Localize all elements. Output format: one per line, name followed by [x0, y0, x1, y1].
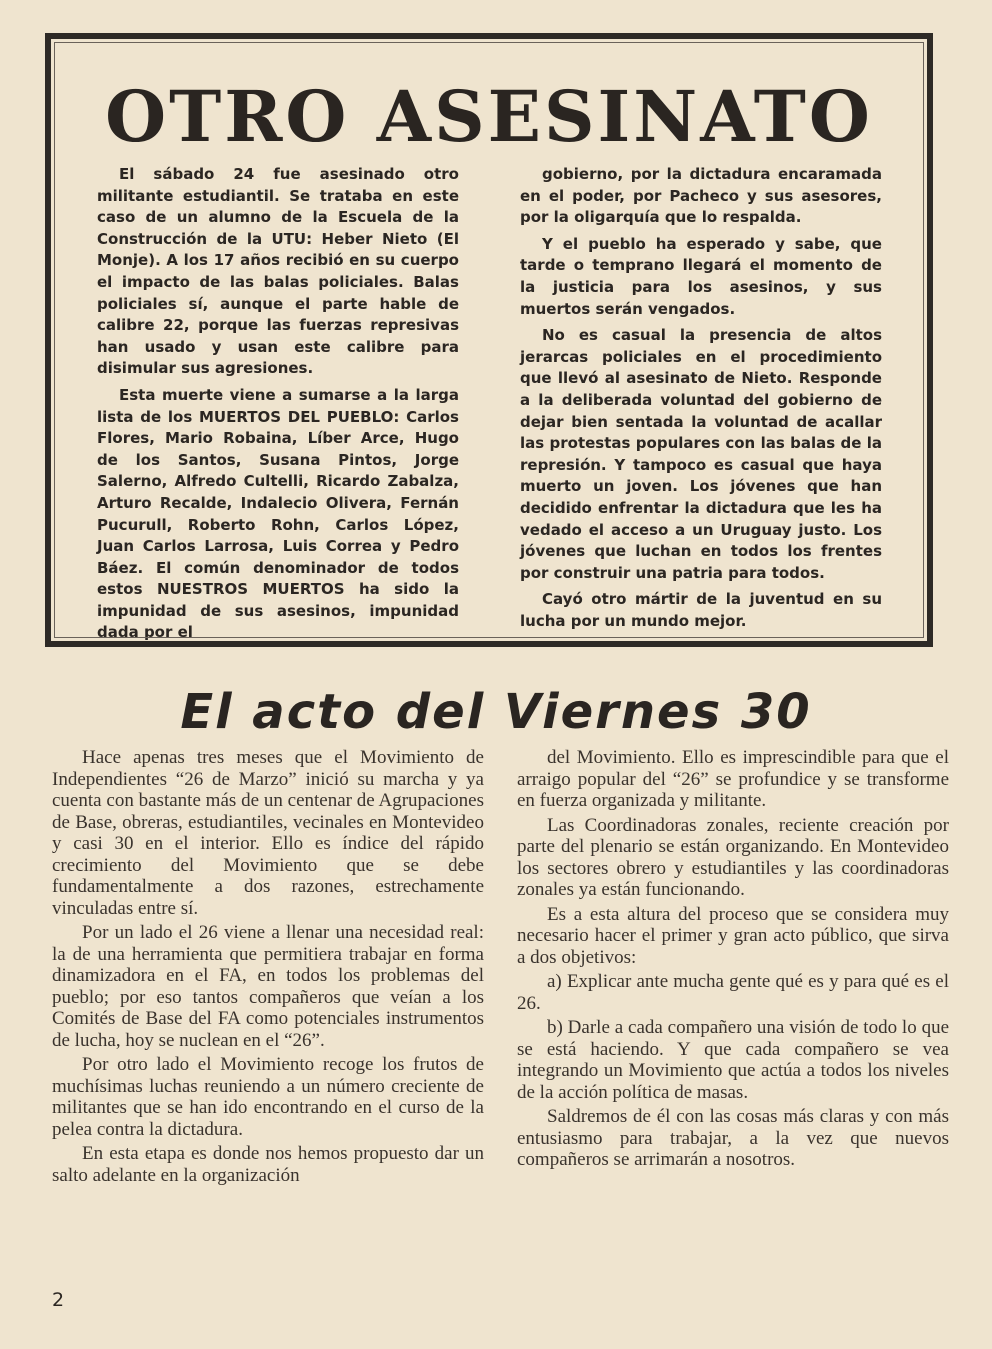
- paragraph: Por un lado el 26 viene a llenar una necesidad real: la de una herramienta que permitiera trabajar en forma dinamizadora en el FA, en todos los problemas del pueblo; por eso tantos compañeros que veían a los Comités de Base del FA como potenciales instrumentos de lucha, hoy se nuclean en el “26”.: [52, 922, 484, 1051]
- paragraph: El sábado 24 fue asesinado otro militante estudiantil. Se trataba en este caso de un alumno de la Escuela de la Construcción de la UTU: Heber Nieto (El Monje). A los 17 años recibió en su cuerpo el impacto de las balas policiales. Balas policiales sí, aunque el parte hable de calibre 22, porque las fuerzas represivas han usado y usan este calibre para disimular sus agresiones.: [97, 165, 459, 378]
- paragraph: Cayó otro mártir de la juventud en su lucha por un mundo mejor.: [520, 590, 882, 630]
- article-headline: El acto del Viernes 30: [180, 684, 812, 740]
- paragraph: Por otro lado el Movimiento recoge los frutos de muchísimas luchas reuniendo a un número creciente de militantes que se han ido encontrando en el curso de la pelea contra la dictadura.: [52, 1054, 484, 1140]
- paragraph: En esta etapa es donde nos hemos propuesto dar un salto adelante en la organización: [52, 1143, 484, 1186]
- paragraph: Las Coordinadoras zonales, reciente creación por parte del plenario se están organizando. En Montevideo los sectores obrero y estudiantiles y las coordinadoras zonales ya están funcionando.: [517, 814, 949, 900]
- paragraph: a) Explicar ante mucha gente qué es y para qué es el 26.: [517, 971, 949, 1014]
- article-column-right: [520, 164, 882, 637]
- article-column-left: [52, 747, 484, 1189]
- boxed-article: [45, 33, 933, 647]
- paragraph: Saldremos de él con las cosas más claras y con más entusiasmo para trabajar, a la vez que nuevos compañeros se arrimarán a nosotros.: [517, 1106, 949, 1170]
- article-column-right: [517, 747, 949, 1174]
- paragraph: gobierno, por la dictadura encaramada en el poder, por Pacheco y sus asesores, por la oligarquía que lo respalda.: [520, 165, 882, 227]
- paragraph: Esta muerte viene a sumarse a la larga lista de los MUERTOS DEL PUEBLO: Carlos Flores, Mario Robaina, Líber Arce, Hugo de los Santos, Susana Pintos, Jorge Salerno, Alfredo Cultelli, Ricardo Zabalza, Arturo Recalde, Indalecio Olivera, Fernán Pucurull, Roberto Rohn, Carlos López, Juan Carlos Larrosa, Luis Correa y Pedro Báez. El común denominador de todos estos NUESTROS MUERTOS ha sido la impunidad de sus asesinos, impunidad dada por el: [97, 385, 459, 642]
- paragraph: No es casual la presencia de altos jerarcas policiales en el procedimiento que llevó al asesinato de Nieto. Responde a la deliberada voluntad del gobierno de dejar bien sentada la voluntad de acallar las protestas populares con las balas de la represión. Y tampoco es casual que haya muerto un joven. Los jóvenes que han decidido enfrentar la dictadura que les ha vedado el acceso a un Uruguay justo. Los jóvenes que luchan en todos los frentes por construir una patria para todos.: [520, 326, 882, 582]
- article-column-left: [97, 164, 459, 649]
- paragraph: b) Darle a cada compañero una visión de todo lo que se está haciendo. Y que cada compañero se vea integrando un Movimiento que actúa a todos los niveles de la acción política de masas.: [517, 1017, 949, 1103]
- paragraph: Hace apenas tres meses que el Movimiento de Independientes “26 de Marzo” inició su marcha y ya cuenta con bastante más de un centenar de Agrupaciones de Base, obreras, estudiantiles, vecinales en Montevideo y casi 30 en el interior. Ello es índice del rápido crecimiento del Movimiento que se debe fundamentalmente a dos razones, estrechamente vinculadas entre sí.: [52, 747, 484, 919]
- paragraph: Es a esta altura del proceso que se considera muy necesario hacer el primer y gran acto público, que sirva a dos objetivos:: [517, 903, 949, 968]
- paragraph: Y el pueblo ha esperado y sabe, que tarde o temprano llegará el momento de la justicia para los asesinos, y sus muertos serán vengados.: [520, 234, 882, 318]
- article-headline: OTRO ASESINATO: [105, 75, 873, 158]
- paragraph: del Movimiento. Ello es imprescindible para que el arraigo popular del “26” se profundice y se transforme en fuerza organizada y militante.: [517, 747, 949, 811]
- page-number: 2: [52, 1289, 65, 1311]
